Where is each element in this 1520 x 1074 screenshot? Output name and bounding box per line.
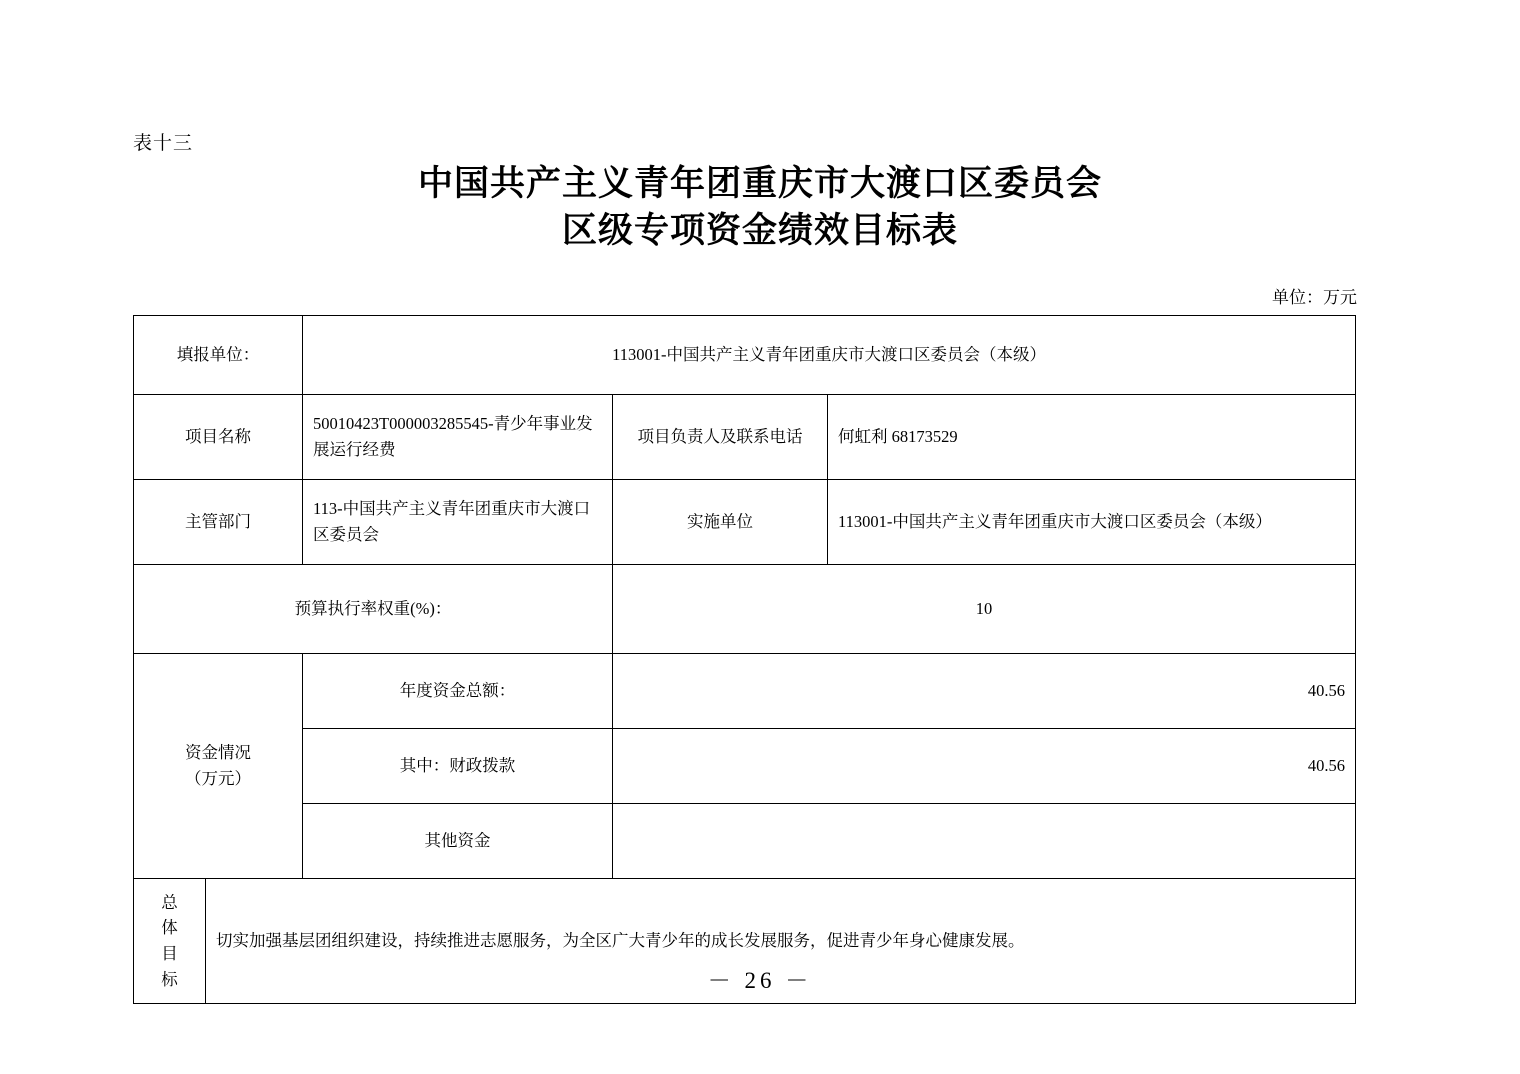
overall-goal-label-char-1: 体 (161, 918, 178, 938)
fund-status-label (134, 654, 303, 879)
implementing-unit-value: 113001-中国共产主义青年团重庆市大渡口区委员会（本级） (828, 480, 1356, 565)
table-row-supervisor (134, 480, 1356, 565)
overall-goal-text: 切实加强基层团组织建设，持续推进志愿服务，为全区广大青少年的成长发展服务，促进青少年身心健康发展。 (206, 879, 1356, 1004)
fund-status-label-line2: （万元） (185, 769, 251, 788)
form-label: 表十三 (133, 133, 194, 154)
budget-weight-label: 预算执行率权重(%)： (134, 565, 613, 654)
fund-other-value (613, 804, 1356, 879)
implementing-unit-label: 实施单位 (613, 480, 828, 565)
fund-fiscal-value: 40.56 (613, 729, 1356, 804)
fund-status-label-line1: 资金情况 (185, 743, 251, 763)
overall-goal-label-char-2: 目 (161, 944, 178, 963)
unit-note: 单位：万元 (1272, 288, 1357, 307)
supervisor-label: 主管部门 (134, 480, 303, 565)
table-row-reporting-unit (134, 316, 1356, 395)
table-row-fund-fiscal (134, 729, 1356, 804)
budget-weight-value: 10 (613, 565, 1356, 654)
overall-goal-label-char-3: 标 (161, 969, 178, 989)
supervisor-value: 113-中国共产主义青年团重庆市大渡口区委员会 (303, 480, 613, 565)
performance-goal-table (133, 315, 1356, 1004)
fund-fiscal-label: 其中：财政拨款 (303, 729, 613, 804)
table-row-fund-total (134, 654, 1356, 729)
project-owner-label: 项目负责人及联系电话 (613, 395, 828, 480)
page-number: － 26 － (707, 968, 813, 993)
fund-other-label: 其他资金 (303, 804, 613, 879)
overall-goal-label-char-0: 总 (161, 892, 178, 912)
table-row-budget-weight (134, 565, 1356, 654)
title-line-2: 区级专项资金绩效目标表 (561, 210, 958, 252)
project-name-value: 50010423T000003285545-青少年事业发展运行经费 (303, 395, 613, 480)
title-line-1: 中国共产主义青年团重庆市大渡口区委员会 (417, 163, 1102, 204)
reporting-unit-label: 填报单位： (134, 316, 303, 395)
fund-total-value: 40.56 (613, 654, 1356, 729)
table-row-fund-other (134, 804, 1356, 879)
project-name-label: 项目名称 (134, 395, 303, 480)
reporting-unit-value: 113001-中国共产主义青年团重庆市大渡口区委员会（本级） (303, 316, 1356, 395)
document-title (0, 160, 1520, 255)
table-row-project-name (134, 395, 1356, 480)
fund-total-label: 年度资金总额： (303, 654, 613, 729)
project-owner-value: 何虹利 68173529 (828, 395, 1356, 480)
